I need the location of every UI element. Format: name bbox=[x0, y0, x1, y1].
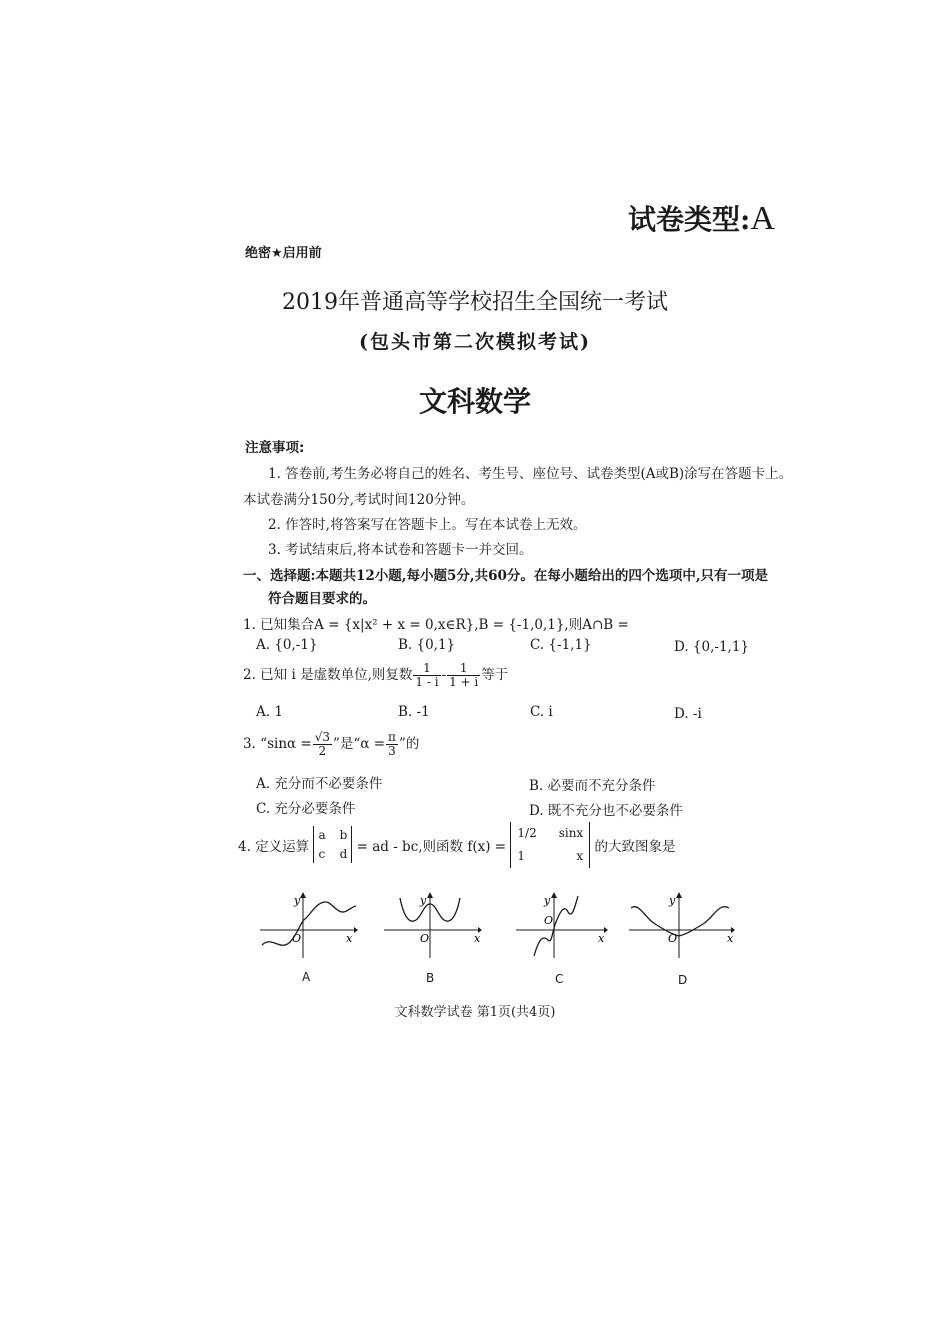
paper-type bbox=[628, 198, 775, 238]
q4-det2-d: x bbox=[576, 848, 584, 863]
q4-stem bbox=[238, 822, 676, 868]
graph-d-y-label: y bbox=[669, 894, 676, 907]
graph-c-y-label: y bbox=[544, 894, 551, 907]
notice-heading: 注意事项: bbox=[245, 440, 305, 456]
q3-frac1-den: 2 bbox=[318, 744, 327, 759]
q4-det1-d: d bbox=[339, 846, 348, 861]
q2-option-d: D. -i bbox=[674, 706, 702, 722]
q3-stem bbox=[243, 731, 419, 758]
q4-graph-d bbox=[625, 890, 740, 960]
q1-option-c: C. {-1,1} bbox=[530, 637, 592, 653]
q4-det2-a: 1/2 bbox=[517, 826, 537, 840]
q4-det1-c: c bbox=[318, 846, 326, 861]
graph-b-origin: O bbox=[420, 932, 430, 945]
notice-item-2: 2. 作答时,将答案写在答题卡上。写在本试卷上无效。 bbox=[268, 517, 587, 533]
q3-fraction-1 bbox=[313, 731, 332, 758]
q3-option-a: A. 充分而不必要条件 bbox=[256, 776, 383, 792]
q1-option-d: D. {0,-1,1} bbox=[674, 639, 750, 655]
notice-item-1-cont: 本试卷满分150分,考试时间120分钟。 bbox=[243, 492, 475, 508]
q4-graph-a bbox=[258, 890, 358, 960]
q2-fraction-1 bbox=[413, 662, 440, 689]
q1-option-a: A. {0,-1} bbox=[256, 637, 318, 653]
graph-b-y-label: y bbox=[420, 894, 427, 907]
subject-title: 文科数学 bbox=[418, 385, 531, 418]
section-heading: 一、选择题:本题共12小题,每小题5分,共60分。在每小题给出的四个选项中,只有一项是 bbox=[243, 568, 769, 584]
q2-stem bbox=[243, 662, 508, 689]
q4-det2-b: sinx bbox=[558, 826, 584, 840]
graph-a-x-label: x bbox=[346, 932, 353, 945]
q2-stem-suffix: 等于 bbox=[481, 667, 509, 684]
q2-frac2-den: 1 + i bbox=[449, 675, 479, 690]
q3-frac2-den: 3 bbox=[388, 744, 396, 759]
graph-d-origin: O bbox=[668, 932, 678, 945]
q4-det2-c: 1 bbox=[517, 848, 526, 863]
graph-b-x-label: x bbox=[474, 932, 481, 945]
exam-subtitle: (包头市第二次模拟考试) bbox=[359, 331, 591, 353]
q3-option-b: B. 必要而不充分条件 bbox=[529, 778, 656, 794]
notice-item-1: 1. 答卷前,考生务必将自己的姓名、考生号、座位号、试卷类型(A或B)涂写在答题卡上。 bbox=[268, 466, 793, 482]
q3-option-d: D. 既不充分也不必要条件 bbox=[529, 803, 683, 819]
q2-frac2-num: 1 bbox=[447, 662, 480, 676]
q3-stem-middle: ”是“α = bbox=[333, 736, 386, 753]
q2-option-c: C. i bbox=[530, 704, 553, 720]
q2-minus: - bbox=[441, 667, 447, 684]
paper-type-value: A bbox=[750, 200, 775, 237]
q4-det1-a: a bbox=[318, 828, 326, 843]
q2-frac1-num: 1 bbox=[413, 662, 440, 676]
q3-stem-prefix: 3. “sinα = bbox=[243, 736, 312, 753]
notice-item-3: 3. 考试结束后,将本试卷和答题卡一并交回。 bbox=[268, 542, 533, 558]
graph-label-b: B bbox=[426, 971, 435, 985]
q3-stem-suffix: ”的 bbox=[398, 736, 420, 753]
q3-fraction-2 bbox=[386, 731, 398, 758]
q3-frac2-num: π bbox=[388, 730, 396, 744]
q2-option-b: B. -1 bbox=[398, 704, 430, 720]
q4-graph-b bbox=[380, 890, 485, 960]
section-heading-cont: 符合题目要求的。 bbox=[268, 591, 376, 607]
q4-graph-c bbox=[512, 890, 612, 960]
q2-frac1-den: 1 - i bbox=[415, 675, 439, 690]
graph-label-c: C bbox=[555, 972, 564, 986]
q4-det1-b: b bbox=[339, 828, 348, 843]
graph-label-d: D bbox=[678, 973, 688, 987]
secrecy-mark: 绝密★启用前 bbox=[245, 246, 322, 261]
graph-d-x-label: x bbox=[727, 932, 734, 945]
q4-stem-middle: = ad - bc,则函数 f(x) = bbox=[356, 838, 507, 855]
paper-type-label: 试卷类型: bbox=[628, 203, 751, 236]
q2-stem-prefix: 2. 已知 i 是虚数单位,则复数 bbox=[243, 667, 413, 684]
graph-label-a: A bbox=[302, 970, 311, 984]
q4-stem-suffix: 的大致图象是 bbox=[594, 838, 676, 855]
graph-c-origin: O bbox=[544, 914, 554, 927]
q4-determinant-definition bbox=[313, 826, 352, 863]
page-footer: 文科数学试卷 第1页(共4页) bbox=[394, 1005, 556, 1020]
q4-stem-prefix: 4. 定义运算 bbox=[238, 838, 310, 855]
graph-c-x-label: x bbox=[598, 932, 605, 945]
q1-option-b: B. {0,1} bbox=[398, 637, 456, 653]
q1-stem: 1. 已知集合A = {x|x² + x = 0,x∈R},B = {-1,0,1},则A∩B = bbox=[243, 617, 629, 633]
graph-a-y-label: y bbox=[294, 894, 301, 907]
q2-fraction-2 bbox=[447, 662, 480, 689]
exam-title: 2019年普通高等学校招生全国统一考试 bbox=[282, 290, 668, 315]
q3-frac1-num: √3 bbox=[314, 730, 331, 744]
q2-option-a: A. 1 bbox=[256, 704, 283, 720]
q4-determinant-function bbox=[510, 822, 590, 868]
graph-a-origin: O bbox=[292, 932, 302, 945]
q3-option-c: C. 充分必要条件 bbox=[256, 801, 356, 817]
